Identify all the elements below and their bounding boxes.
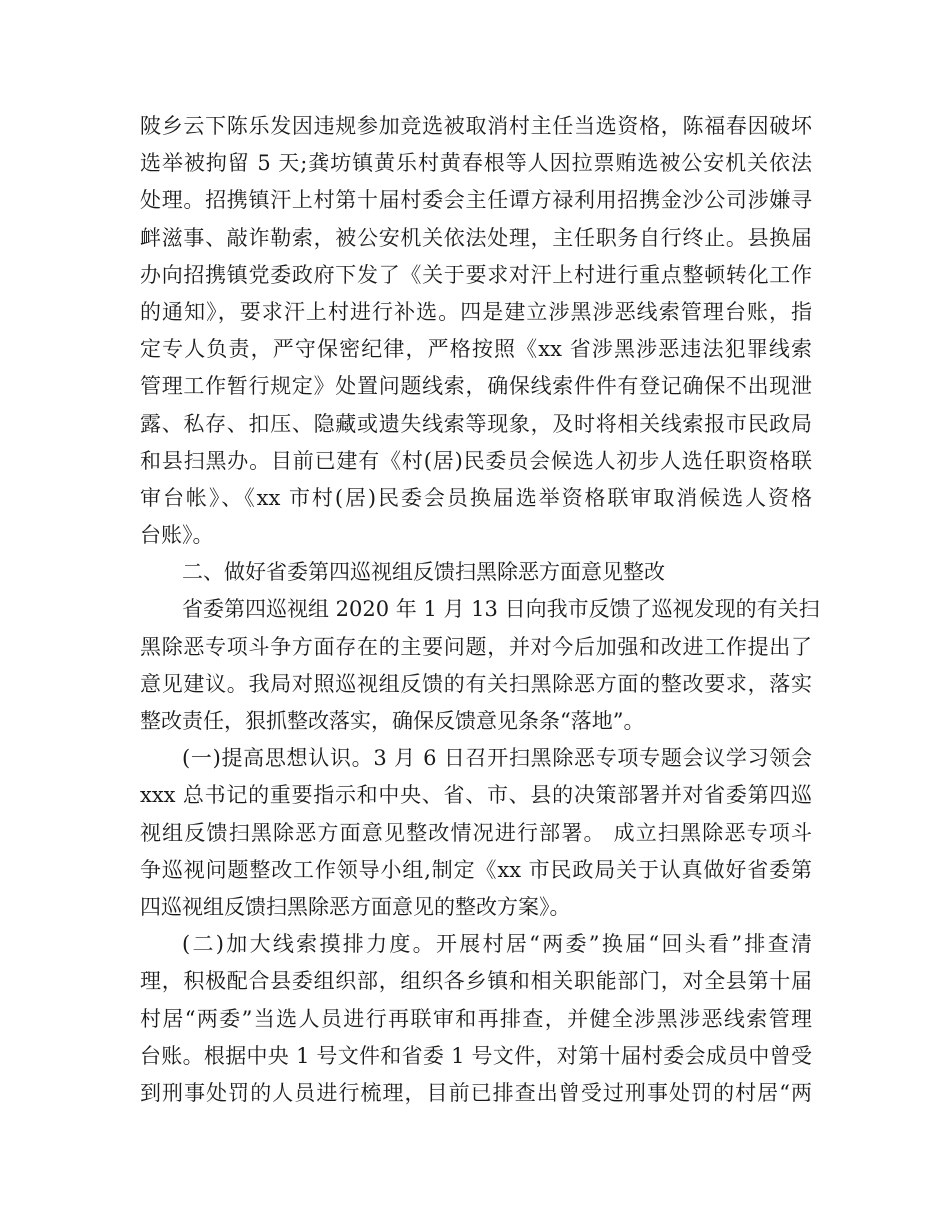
text-line: 整改责任，狠抓整改落实，确保反馈意见条条“落地”。 [140, 709, 645, 733]
text-line: 衅滋事、敲诈勒索，被公安机关依法处理，主任职务自行终止。县换届 [140, 225, 812, 250]
text-line: (一)提高思想认识。3 月 6 日召开扫黑除恶专项专题会议学习领会 [182, 746, 812, 771]
text-line: 视组反馈扫黑除恶方面意见整改情况进行部署。 成立扫黑除恶专项斗 [140, 820, 812, 845]
text-line: 争巡视问题整改工作领导小组,制定《xx 市民政局关于认真做好省委第 [140, 857, 812, 882]
text-line: 选举被拘留 5 天;龚坊镇黄乐村黄春根等人因拉票贿选被公安机关依法 [140, 151, 812, 176]
text-line: 台账》。 [140, 523, 214, 548]
text-line: 定专人负责，严守保密纪律，严格按照《xx 省涉黑涉恶违法犯罪线索 [140, 337, 812, 362]
text-line: 黑除恶专项斗争方面存在的主要问题，并对今后加强和改进工作提出了 [140, 634, 812, 659]
text-line: 审台帐》、《xx 市村(居)民委会员换届选举资格联审取消候选人资格 [140, 485, 812, 510]
text-line: 露、私存、扣压、隐藏或遗失线索等现象，及时将相关线索报市民政局 [140, 411, 812, 436]
text-line: 意见建议。我局对照巡视组反馈的有关扫黑除恶方面的整改要求，落实 [140, 671, 812, 696]
text-line: xxx 总书记的重要指示和中央、省、市、县的决策部署并对省委第四巡 [140, 783, 812, 808]
text-line: 二、做好省委第四巡视组反馈扫黑除恶方面意见整改 [182, 560, 665, 585]
text-line: 办向招携镇党委政府下发了《关于要求对汗上村进行重点整顿转化工作 [140, 262, 812, 287]
text-line: 管理工作暂行规定》处置问题线索，确保线索件件有登记确保不出现泄 [140, 374, 812, 399]
text-line: 和县扫黑办。目前已建有《村(居)民委员会候选人初步人选任职资格联 [140, 448, 812, 473]
text-line: 到刑事处罚的人员进行梳理，目前已排查出曾受过刑事处罚的村居“两 [140, 1080, 812, 1105]
text-line: 省委第四巡视组 2020 年 1 月 13 日向我市反馈了巡视发现的有关扫 [182, 597, 820, 622]
text-line: 理，积极配合县委组织部，组织各乡镇和相关职能部门，对全县第十届 [140, 969, 812, 994]
text-line: 四巡视组反馈扫黑除恶方面意见的整改方案》。 [140, 894, 571, 919]
text-line: 村居“两委”当选人员进行再联审和再排查，并健全涉黑涉恶线索管理 [140, 1006, 812, 1031]
text-line: 陂乡云下陈乐发因违规参加竞选被取消村主任当选资格，陈福春因破坏 [140, 114, 812, 138]
text-line: 台账。根据中央 1 号文件和省委 1 号文件，对第十届村委会成员中曾受 [140, 1043, 812, 1068]
text-line: 的通知》，要求汗上村进行补选。四是建立涉黑涉恶线索管理台账，指 [140, 299, 812, 324]
text-line: (二)加大线索摸排力度。开展村居“两委”换届“回头看”排查清 [182, 932, 812, 957]
text-line: 处理。招携镇汗上村第十届村委会主任谭方禄利用招携金沙公司涉嫌寻 [140, 188, 812, 213]
document-body [140, 108, 820, 1112]
